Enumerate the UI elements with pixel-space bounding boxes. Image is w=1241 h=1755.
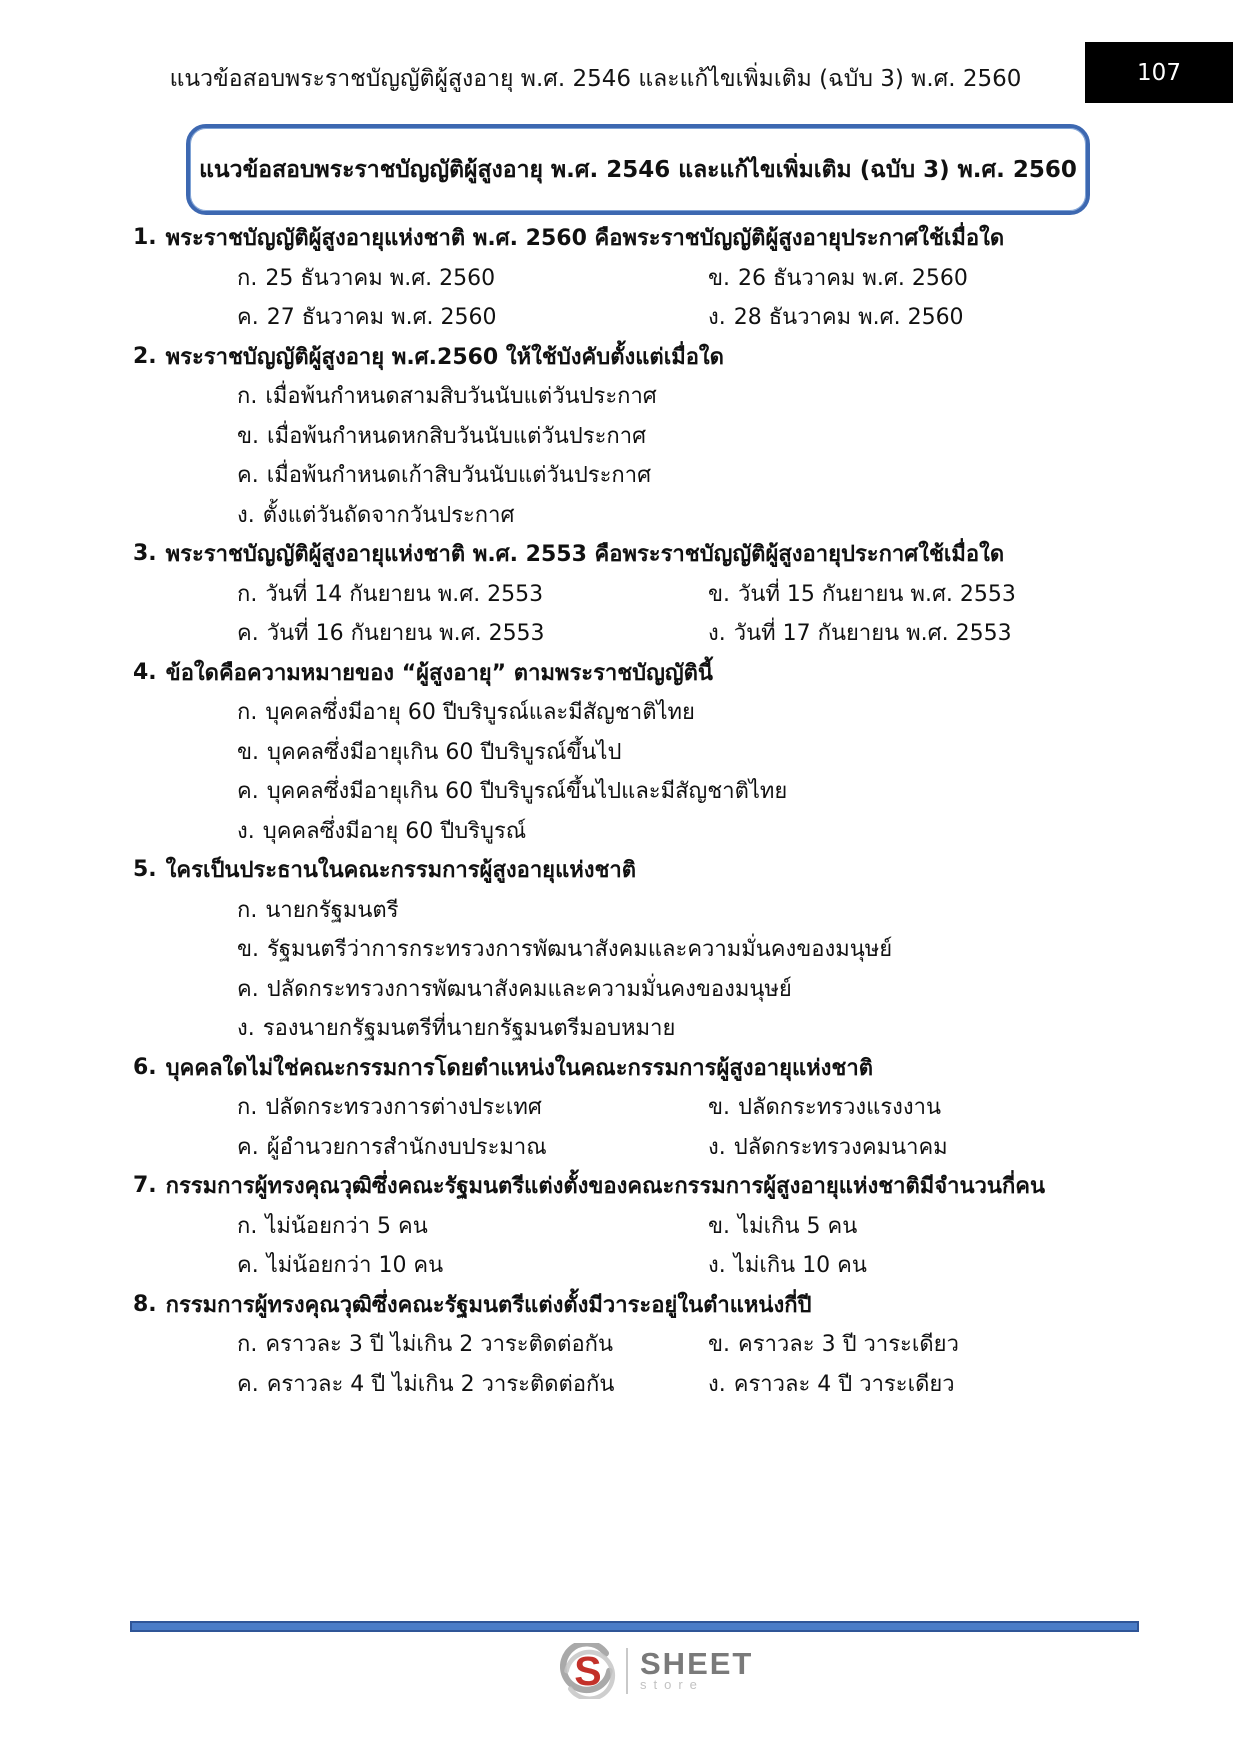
choice-row [133, 969, 1123, 1009]
choice-label: ค. [237, 976, 259, 1002]
choice-3-ง [708, 615, 1012, 650]
question-3 [133, 534, 1123, 653]
question-number: 7. [133, 1173, 157, 1199]
choice-text: นายกรัฐมนตรี [265, 897, 399, 923]
choice-text: เมื่อพ้นกำหนดเก้าสิบวันนับแต่วันประกาศ [266, 463, 652, 489]
choice-text: วันที่ 15 กันยายน พ.ศ. 2553 [738, 581, 1016, 607]
s-logo-icon [560, 1643, 616, 1699]
choice-label: ก. [237, 384, 258, 410]
brand-subtitle: store [640, 1677, 704, 1692]
choice-label: ค. [237, 305, 259, 331]
question-text [133, 1285, 1123, 1325]
choice-6-ก [237, 1089, 542, 1124]
question-number: 8. [133, 1291, 157, 1317]
question-text [133, 1166, 1123, 1206]
choice-label: ค. [237, 1253, 259, 1279]
choice-text: วันที่ 14 กันยายน พ.ศ. 2553 [265, 581, 544, 607]
choice-5-ง [237, 1010, 675, 1045]
choice-label: ค. [237, 779, 259, 805]
choice-label: ข. [708, 581, 731, 607]
choice-row [133, 455, 1123, 495]
choice-text: บุคคลซึ่งมีอายุเกิน 60 ปีบริบูรณ์ขึ้นไป [267, 739, 622, 765]
question-text [133, 850, 1123, 890]
choice-label: ง. [708, 1134, 726, 1160]
page-number-box [1085, 42, 1233, 103]
logo-divider [626, 1648, 628, 1694]
sheet-store-logo [560, 1642, 753, 1700]
question-5 [133, 850, 1123, 1048]
choice-label: ก. [237, 897, 258, 923]
choice-row [133, 376, 1123, 416]
choice-label: ง. [708, 1253, 726, 1279]
question-number: 6. [133, 1054, 157, 1080]
choice-text: ปลัดกระทรวงการพัฒนาสังคมและความมั่นคงของมนุษย์ [266, 976, 792, 1002]
choice-2-ก [237, 378, 657, 413]
choice-row [133, 890, 1123, 930]
choice-label: ก. [237, 581, 258, 607]
choice-row [133, 1087, 1123, 1127]
choice-label: ก. [237, 265, 258, 291]
question-2 [133, 337, 1123, 535]
choice-text: วันที่ 17 กันยายน พ.ศ. 2553 [733, 621, 1012, 647]
choice-row [133, 929, 1123, 969]
choice-label: ข. [708, 265, 731, 291]
exam-title: แนวข้อสอบพระราชบัญญัติผู้สูงอายุ พ.ศ. 2546 และแก้ไขเพิ่มเติม (ฉบับ 3) พ.ศ. 2560 [199, 156, 1077, 183]
choice-row [133, 574, 1123, 614]
choice-label: ง. [708, 1371, 726, 1397]
choice-row [133, 692, 1123, 732]
question-title-text: กรรมการผู้ทรงคุณวุฒิซึ่งคณะรัฐมนตรีแต่งตั้งมีวาระอยู่ในตำแหน่งกี่ปี [165, 1292, 812, 1318]
question-text [133, 218, 1123, 258]
choice-8-ก [237, 1326, 613, 1361]
choice-label: ค. [237, 1371, 259, 1397]
question-4 [133, 653, 1123, 851]
choice-row [133, 1206, 1123, 1246]
question-number: 5. [133, 857, 157, 883]
choice-text: คราวละ 4 ปี วาระเดียว [733, 1371, 955, 1397]
choice-text: คราวละ 4 ปี ไม่เกิน 2 วาระติดต่อกัน [266, 1371, 615, 1397]
choice-text: คราวละ 3 ปี วาระเดียว [738, 1332, 959, 1358]
choice-text: บุคคลซึ่งมีอายุเกิน 60 ปีบริบูรณ์ขึ้นไปและมีสัญชาติไทย [266, 779, 788, 805]
choice-label: ง. [237, 818, 255, 844]
question-title-text: กรรมการผู้ทรงคุณวุฒิซึ่งคณะรัฐมนตรีแต่งตั้งของคณะกรรมการผู้สูงอายุแห่งชาติมีจำนวนกี่คน [165, 1174, 1046, 1200]
choice-3-ก [237, 576, 543, 611]
choice-4-ก [237, 694, 695, 729]
choice-2-ข [237, 418, 646, 453]
choice-label: ก. [237, 1213, 258, 1239]
choice-text: ตั้งแต่วันถัดจากวันประกาศ [262, 502, 515, 528]
question-text [133, 1048, 1123, 1088]
exam-title-box [186, 124, 1090, 215]
choice-label: ข. [237, 739, 260, 765]
choice-text: รัฐมนตรีว่าการกระทรวงการพัฒนาสังคมและความมั่นคงของมนุษย์ [267, 937, 893, 963]
choice-7-ค [237, 1247, 443, 1282]
question-6 [133, 1048, 1123, 1167]
question-text [133, 337, 1123, 377]
question-title-text: ข้อใดคือความหมายของ “ผู้สูงอายุ” ตามพระราชบัญญัตินี้ [165, 660, 713, 686]
choice-7-ก [237, 1208, 428, 1243]
questions-list [133, 218, 1123, 1403]
choice-3-ข [708, 576, 1016, 611]
footer-divider [130, 1621, 1139, 1632]
choice-label: ค. [237, 621, 259, 647]
choice-text: ปลัดกระทรวงแรงงาน [738, 1095, 942, 1121]
choice-8-ค [237, 1366, 614, 1401]
brand-name: SHEET [640, 1646, 754, 1681]
question-1 [133, 218, 1123, 337]
choice-text: บุคคลซึ่งมีอายุ 60 ปีบริบูรณ์ [262, 818, 527, 844]
choice-row [133, 1364, 1123, 1404]
question-number: 1. [133, 225, 157, 251]
choice-6-ค [237, 1129, 547, 1164]
choice-label: ง. [708, 305, 726, 331]
choice-2-ง [237, 497, 514, 532]
choice-text: 27 ธันวาคม พ.ศ. 2560 [266, 305, 497, 331]
choice-row [133, 1324, 1123, 1364]
choice-row [133, 495, 1123, 535]
choice-3-ค [237, 615, 545, 650]
question-number: 3. [133, 541, 157, 567]
choice-text: บุคคลซึ่งมีอายุ 60 ปีบริบูรณ์และมีสัญชาติไทย [265, 700, 695, 726]
choice-label: ค. [237, 1134, 259, 1160]
choice-5-ค [237, 971, 792, 1006]
choice-text: ไม่น้อยกว่า 10 คน [266, 1253, 444, 1279]
choice-label: ก. [237, 700, 258, 726]
choice-4-ข [237, 734, 621, 769]
choice-row [133, 1245, 1123, 1285]
question-number: 2. [133, 343, 157, 369]
choice-label: ข. [708, 1213, 731, 1239]
choice-label: ค. [237, 463, 259, 489]
choice-4-ค [237, 773, 787, 808]
choice-label: ข. [708, 1095, 731, 1121]
choice-text: ไม่น้อยกว่า 5 คน [265, 1213, 428, 1239]
choice-6-ง [708, 1129, 948, 1164]
choice-text: คราวละ 3 ปี ไม่เกิน 2 วาระติดต่อกัน [265, 1332, 614, 1358]
choice-text: ปลัดกระทรวงคมนาคม [733, 1134, 948, 1160]
page-number: 107 [1137, 59, 1181, 86]
choice-label: ง. [237, 502, 255, 528]
choice-7-ข [708, 1208, 857, 1243]
choice-label: ง. [237, 1016, 255, 1042]
choice-text: 28 ธันวาคม พ.ศ. 2560 [733, 305, 964, 331]
choice-text: ไม่เกิน 5 คน [738, 1213, 858, 1239]
choice-8-ง [708, 1366, 955, 1401]
choice-label: ก. [237, 1332, 258, 1358]
question-8 [133, 1285, 1123, 1404]
choice-text: เมื่อพ้นกำหนดสามสิบวันนับแต่วันประกาศ [265, 384, 657, 410]
choice-text: รองนายกรัฐมนตรีที่นายกรัฐมนตรีมอบหมาย [262, 1016, 676, 1042]
question-title-text: พระราชบัญญัติผู้สูงอายุ พ.ศ.2560 ให้ใช้บังคับตั้งแต่เมื่อใด [165, 344, 724, 370]
choice-label: ข. [237, 423, 260, 449]
choice-row [133, 1127, 1123, 1167]
choice-1-ง [708, 299, 964, 334]
question-title-text: บุคคลใดไม่ใช่คณะกรรมการโดยตำแหน่งในคณะกรรมการผู้สูงอายุแห่งชาติ [165, 1055, 873, 1081]
choice-row [133, 771, 1123, 811]
svg-text:S: S [574, 1648, 602, 1694]
choice-text: ผู้อำนวยการสำนักงบประมาณ [266, 1134, 547, 1160]
choice-8-ข [708, 1326, 959, 1361]
choice-row [133, 613, 1123, 653]
choice-1-ข [708, 260, 968, 295]
question-title-text: พระราชบัญญัติผู้สูงอายุแห่งชาติ พ.ศ. 2553 คือพระราชบัญญัติผู้สูงอายุประกาศใช้เมื่อใด [165, 542, 1005, 568]
choice-text: เมื่อพ้นกำหนดหกสิบวันนับแต่วันประกาศ [267, 423, 647, 449]
choice-row [133, 258, 1123, 298]
choice-6-ข [708, 1089, 941, 1124]
choice-label: ข. [708, 1332, 731, 1358]
choice-row [133, 1008, 1123, 1048]
logo-text [640, 1646, 754, 1692]
choice-label: ง. [708, 621, 726, 647]
choice-4-ง [237, 813, 526, 848]
choice-label: ก. [237, 1095, 258, 1121]
question-title-text: พระราชบัญญัติผู้สูงอายุแห่งชาติ พ.ศ. 2560 คือพระราชบัญญัติผู้สูงอายุประกาศใช้เมื่อใด [165, 226, 1005, 252]
header-title: แนวข้อสอบพระราชบัญญัติผู้สูงอายุ พ.ศ. 2546 และแก้ไขเพิ่มเติม (ฉบับ 3) พ.ศ. 2560 [169, 66, 1022, 92]
question-text [133, 653, 1123, 693]
choice-label: ข. [237, 937, 260, 963]
choice-1-ค [237, 299, 497, 334]
question-title-text: ใครเป็นประธานในคณะกรรมการผู้สูงอายุแห่งชาติ [165, 858, 637, 884]
choice-text: 26 ธันวาคม พ.ศ. 2560 [738, 265, 968, 291]
question-7 [133, 1166, 1123, 1285]
question-text [133, 534, 1123, 574]
choice-row [133, 416, 1123, 456]
question-number: 4. [133, 659, 157, 685]
choice-1-ก [237, 260, 495, 295]
choice-2-ค [237, 457, 651, 492]
choice-text: 25 ธันวาคม พ.ศ. 2560 [265, 265, 496, 291]
choice-5-ก [237, 892, 399, 927]
choice-row [133, 297, 1123, 337]
choice-text: วันที่ 16 กันยายน พ.ศ. 2553 [266, 621, 545, 647]
choice-row [133, 811, 1123, 851]
choice-row [133, 732, 1123, 772]
choice-text: ไม่เกิน 10 คน [733, 1253, 867, 1279]
choice-5-ข [237, 931, 892, 966]
choice-text: ปลัดกระทรวงการต่างประเทศ [265, 1095, 542, 1121]
choice-7-ง [708, 1247, 867, 1282]
